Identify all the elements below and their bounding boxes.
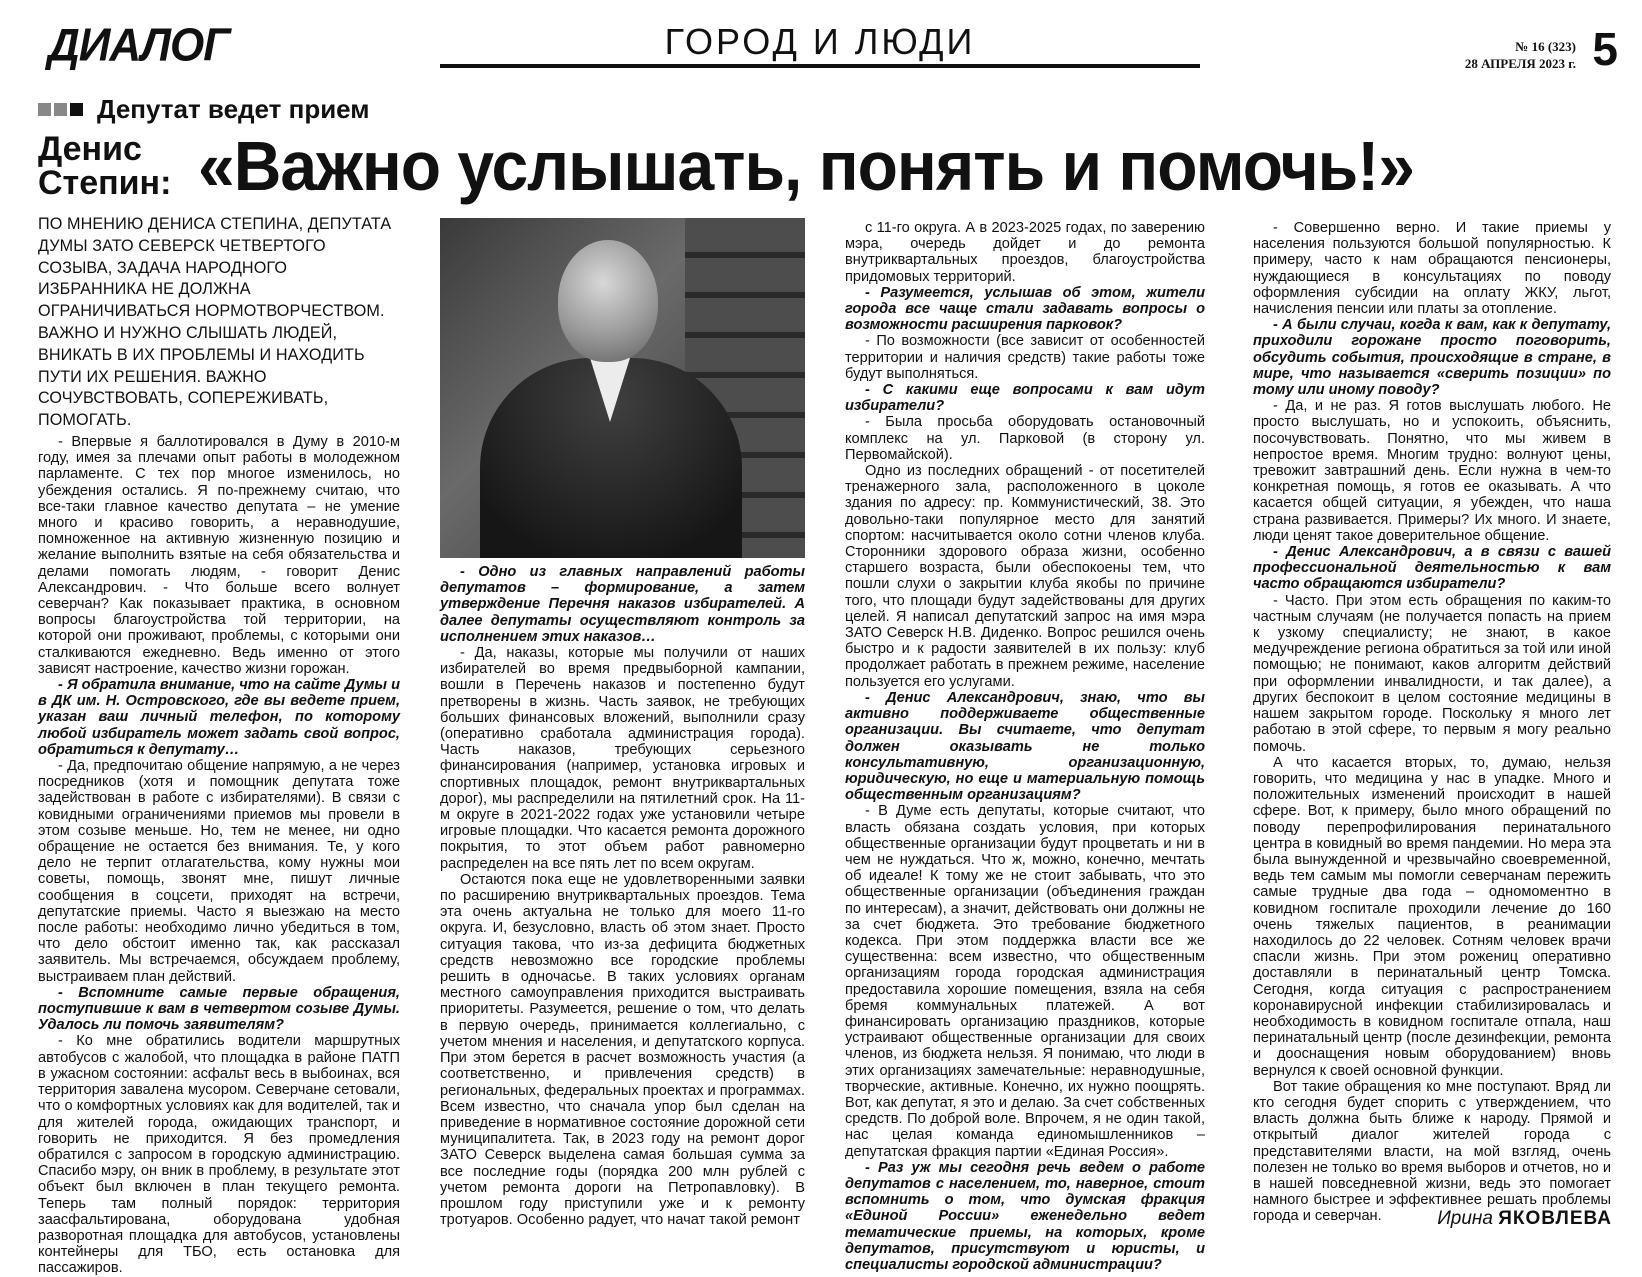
article-kicker xyxy=(38,94,370,124)
interviewee-last-name: Степин: xyxy=(38,164,172,202)
article-paragraph: - Да, предпочитаю общение напрямую, а не через посредников (хотя и помощник депутата тоже задействован в работе с избирателями). В связи с ковидными ограничениями приемов мы провели в этом созыве меньше. Но, тем не менее, ни одно обращение не остается без внимания. Те, у кого дело не терпит отлагательства, кому нужны мои советы, помощь, звонят мне, пишут личные сообщения в соцсети, приходят на встречи, депутатские приемы. Часто я выезжаю на место после работы: необходимо лично убедиться в том, что дело обстоит именно так, как рассказал заявитель. Мы встречаемся, обсуждаем проблему, выстраиваем план действий. xyxy=(38,758,400,985)
article-paragraph: Вот такие обращения ко мне поступают. Вряд ли кто сегодня будет спорить с утверждением, что власть должна быть ближе к народу. Прямой и открытый диалог жителей города с представителями власти, на мой взгляд, очень полезен не только во время выборов и отчетов, но и в нашей повседневной жизни, ведь это помогает намного быстрее и эффективнее решать проблемы города и северчан. xyxy=(1253,1078,1611,1225)
interview-question: - Денис Александрович, а в связи с вашей профессиональной деятельностью к вам часто обращаются избиратели? xyxy=(1253,544,1611,593)
article-paragraph: - Да, наказы, которые мы получили от наших избирателей во время предвыборной кампании, вошли в Перечень наказов и постепенно будут претворены в жизнь. Часть заявок, не требующих больших финансовых вложений, выполнили сразу (оперативно сработала администрация города). Часть наказов, требующих серьезного финансирования (например, установка игровых и спортивных площадок, ремонт внутриквартальных дорог), мы распределили на пятилетний срок. На 11-м округе в 2021-2022 годах уже установили четыре игровые площадки. Что касается ремонта дорожного покрытия, то этот объем работ равномерно распределен на все пять лет по всем округам. xyxy=(440,645,805,872)
newspaper-logo: ДИАЛОГ xyxy=(48,19,230,72)
interview-question: - А были случаи, когда к вам, как к депутату, приходили горожане просто поговорить, обсудить события, происходящие в стране, в мире, что называется «сверить позиции» по тому или иному поводу? xyxy=(1253,317,1611,399)
interview-question: - Вспомните самые первые обращения, поступившие к вам в четвертом созыве Думы. Удалось ли помочь заявителям? xyxy=(38,984,400,1034)
page-number: 5 xyxy=(1592,23,1618,75)
article-column-3 xyxy=(845,220,1205,1273)
photo-head xyxy=(558,240,658,362)
article-paragraph: - По возможности (все зависит от особенностей территории и наличия средств) такие работы тоже будут выполняться. xyxy=(845,333,1205,382)
issue-info xyxy=(1465,38,1576,72)
article-paragraph: с 11-го округа. А в 2023-2025 годах, по заверению мэра, очередь дойдет и до ремонта внутриквартальных проездов, благоустройства придомовых территорий. xyxy=(845,220,1205,285)
author-last-name: ЯКОВЛЕВА xyxy=(1498,1208,1612,1229)
article-paragraph: - Ко мне обратились водители маршрутных автобусов с жалобой, что площадка в районе ПАТП в ужасном состоянии: асфальт весь в выбоинах, вся территория завалена мусором. Северчане сетовали, что о комфортных условиях как для водителей, так и для жителей города, ожидающих транспорт, и говорить не приходится. Я без промедления обратился с запросом в городскую администрацию. Спасибо мэру, он вник в проблему, в результате этот объект был включен в план текущего ремонта. Теперь там полный порядок: территория заасфальтирована, оборудована удобная разворотная площадка для автобусов, установлены контейнеры для ТБО, есть остановка для пассажиров. xyxy=(38,1033,400,1277)
article-paragraph: Одно из последних обращений - от посетителей тренажерного зала, расположенного в цоколе здания по адресу: пр. Коммунистический, 38. Это довольно-таки популярное место для занятий спортом: насчитывается около сотни членов клуба. Сторонники здорового образа жизни, особенно старшего возраста, были обеспокоены тем, что пошли слухи о закрытии клуба якобы по причине того, что площади будут задействованы для других целей. Я написал депутатский запрос на имя мэра ЗАТО Северск Н.В. Диденко. Вопрос решился очень быстро и к радости заявителей в их пользу: клуб продолжает работать в прежнем режиме, население пользуется его услугами. xyxy=(845,463,1205,690)
article-paragraph: А что касается вторых, то, думаю, нельзя говорить, что медицина у нас в упадке. Много и положительных изменений происходит в нашей сфере. Вот, к примеру, было много обращений по поводу перепрофилирования перинатального центра в ковидный во время пандемии. Но мера эта была вынужденной и чрезвычайно своевременной, ведь тем самым мы помогли северчанам пережить самые трудные два года – одномоментно в ковидном госпитале проходили лечение до 160 очень тяжелых пациентов, в реанимации находилось до 22 человек. Сотням человек врачи спасли жизнь. При этом рожениц оперативно доставляли в перинатальный центр Томска. Сегодня, когда ситуация с распространением коронавирусной инфекции стабилизировалась и необходимость в ковидном госпитале отпала, наш перинатальный центр (после дезинфекции, ремонта и дооснащения новым оборудованием) вновь вернулся к своей основной функции. xyxy=(1253,754,1611,1079)
article-paragraph: - Впервые я баллотировался в Думу в 2010-м году, имея за плечами опыт работы в молодежном парламенте. С тех пор многое изменилось, но убеждения остались. Я по-прежнему считаю, что все-таки главное качество депутата – не умение много и красиво говорить, а неравнодушие, помноженное на активную жизненную позицию и желание выполнить взятые на себя обязательства и делами помогать людям, - говорит Денис Александрович. - Что больше всего волнует северчан? Как показывает практика, в основном вопросы благоустройства той территории, на которой они проживают, проблемы, с которыми они сталкиваются ежедневно. Ведь именно от этого зависят настроение, качество жизни горожан. xyxy=(38,433,400,677)
interviewee-photo xyxy=(440,218,805,558)
article-column-1 xyxy=(38,214,400,1277)
kicker-text: Депутат ведет прием xyxy=(97,94,370,124)
interviewee-first-name: Денис xyxy=(38,130,142,168)
interview-question: - Денис Александрович, знаю, что вы активно поддерживаете общественные организации. Вы считаете, что депутат должен оказывать не только консультативную, организационную, юридическую, но еще и материальную помощь общественным организациям? xyxy=(845,689,1205,804)
article-paragraph: - Совершенно верно. И такие приемы у населения пользуются большой популярностью. К примеру, часто к нам обращаются пенсионеры, нуждающиеся в консультациях по поводу оформления субсидии на оплату ЖКУ, льгот, начисления пенсии или платы за отопление. xyxy=(1253,220,1611,318)
issue-date: 28 АПРЕЛЯ 2023 г. xyxy=(1464,56,1576,71)
interview-question: - Разумеется, услышав об этом, жители города все чаще стали задавать вопросы о возможности расширения парковок? xyxy=(845,284,1205,334)
author-first-name: Ирина xyxy=(1437,1208,1493,1229)
article-paragraph: - Часто. При этом есть обращения по каким-то частным случаям (не получается попасть на прием к узкому специалисту; не знают, в какое медучреждение региона обратиться за той или иной помощью; не понимают, каков алгоритм действий при оформлении инвалидности, и так далее), а других беспокоит в целом состояние медицины в нашем закрытом городе. Поскольку я много лет работаю в этой сфере, то первым я могу реально помочь. xyxy=(1253,592,1611,755)
interview-question: - С какими еще вопросами к вам идут избиратели? xyxy=(845,382,1205,415)
kicker-squares-icon xyxy=(38,103,83,116)
author-signature xyxy=(1437,1208,1612,1230)
article-paragraph: - Да, и не раз. Я готов выслушать любого. Не просто выслушать, но и успокоить, объяснить, посочувствовать. Понятно, что мы живем в непростое время. Многим трудно: волнуют цены, тревожит завтрашний день. Если нужна в чем-то конкретная помощь, я готов ее оказывать. А что касается общей ситуации, я убежден, что наша страна развивается. Примеры? Их много. И знаете, люди ценят такое доверительное общение. xyxy=(1253,398,1611,544)
article-column-2 xyxy=(440,564,805,1228)
interview-question: - Одно из главных направлений работы депутатов – формирование, а затем утверждение Перечня наказов избирателей. А далее депутаты осуществляют контроль за исполнением этих наказов… xyxy=(440,564,805,645)
article-paragraph: Остаются пока еще не удовлетворенными заявки по расширению внутриквартальных проездов. Тема эта очень актуальна не только для моего 11-го округа. И, безусловно, власть об этом знает. Просто ситуация такова, что из-за дефицита бюджетных средств невозможно все городские проблемы решить в одночасье. В таких условиях органам местного самоуправления приходится выстраивать приоритеты. Разумеется, решение о том, что делать в первую очередь, принимается коллегиально, с учетом мнения и населения, и депутатского корпуса. При этом берется в расчет возможность участия (а соответственно, и привлечения средств) в региональных, федеральных проектах и программах. Всем известно, что сначала упор был сделан на приведение в нормативное состояние дорожной сети муниципалитета. Так, в 2023 году на ремонт дорог ЗАТО Северск выделена самая большая сумма за все последние годы (порядка 200 млн рублей с учетом ремонта дороги на Петропавловку). В прошлом году приступили уже и к ремонту тротуаров. Особенно радует, что начат такой ремонт xyxy=(440,871,805,1229)
section-title: ГОРОД И ЛЮДИ xyxy=(664,21,976,62)
article-column-4 xyxy=(1253,220,1611,1225)
interviewee-name xyxy=(38,132,171,200)
section-rule xyxy=(440,64,1200,68)
article-paragraph: - В Думе есть депутаты, которые считают, что власть обязана создать условия, при которых общественные организации будут процветать и ни в чем не нуждаться. Что ж, можно, конечно, мечтать об идеале! К тому же не стоит забывать, что это общественные организации (объединения граждан по интересам), а значит, действовать они должны не за счет бюджета. Это требование бюджетного кодекса. При этом поддержка власти все же существенна: всем известно, что общественным организациям города городская администрация предоставила хорошие помещения, взяла на себя бремя коммунальных платежей. А вот финансировать организацию праздников, которые устраивают общественные организации для своих членов, из бюджета нельзя. Я понимаю, что люди в этих организациях замечательные: неравнодушные, творческие, активные. Конечно, их нужно поощрять. Вот, как депутат, я это и делаю. За счет собственных средств. По доброй воле. Впрочем, я не один такой, нас целая команда единомышленников – депутатская фракция партии «Единая Россия». xyxy=(845,803,1205,1160)
article-paragraph: - Была просьба оборудовать остановочный комплекс на ул. Парковой (в сторону ул. Первомайской). xyxy=(845,414,1205,463)
article-lead: ПО МНЕНИЮ ДЕНИСА СТЕПИНА, ДЕПУТАТА ДУМЫ ЗАТО СЕВЕРСК ЧЕТВЕРТОГО СОЗЫВА, ЗАДАЧА НАРОДНОГО ИЗБРАННИКА НЕ ДОЛЖНА ОГРАНИЧИВАТЬСЯ НОРМОТВОРЧЕСТВОМ. ВАЖНО И НУЖНО СЛЫШАТЬ ЛЮДЕЙ, ВНИКАТЬ В ИХ ПРОБЛЕМЫ И НАХОДИТЬ ПУТИ ИХ РЕШЕНИЯ. ВАЖНО СОЧУВСТВОВАТЬ, СОПЕРЕЖИВАТЬ, ПОМОГАТЬ. xyxy=(38,215,392,430)
interview-question: - Раз уж мы сегодня речь ведем о работе депутатов с населением, то, наверное, стоит вспомнить о том, что думская фракция «Единой России» еженедельно ведет тематические приемы, на которых, кроме депутатов, присутствуют и юристы, и специалисты городской администрации? xyxy=(845,1159,1205,1273)
issue-number: № 16 (323) xyxy=(1515,39,1576,54)
interview-question: - Я обратила внимание, что на сайте Думы и в ДК им. Н. Островского, где вы ведете прием, указан ваш личный телефон, по которому любой избиратель может задать свой вопрос, обратиться к депутату… xyxy=(38,677,400,758)
article-headline: «Важно услышать, понять и помочь!» xyxy=(198,127,1414,205)
